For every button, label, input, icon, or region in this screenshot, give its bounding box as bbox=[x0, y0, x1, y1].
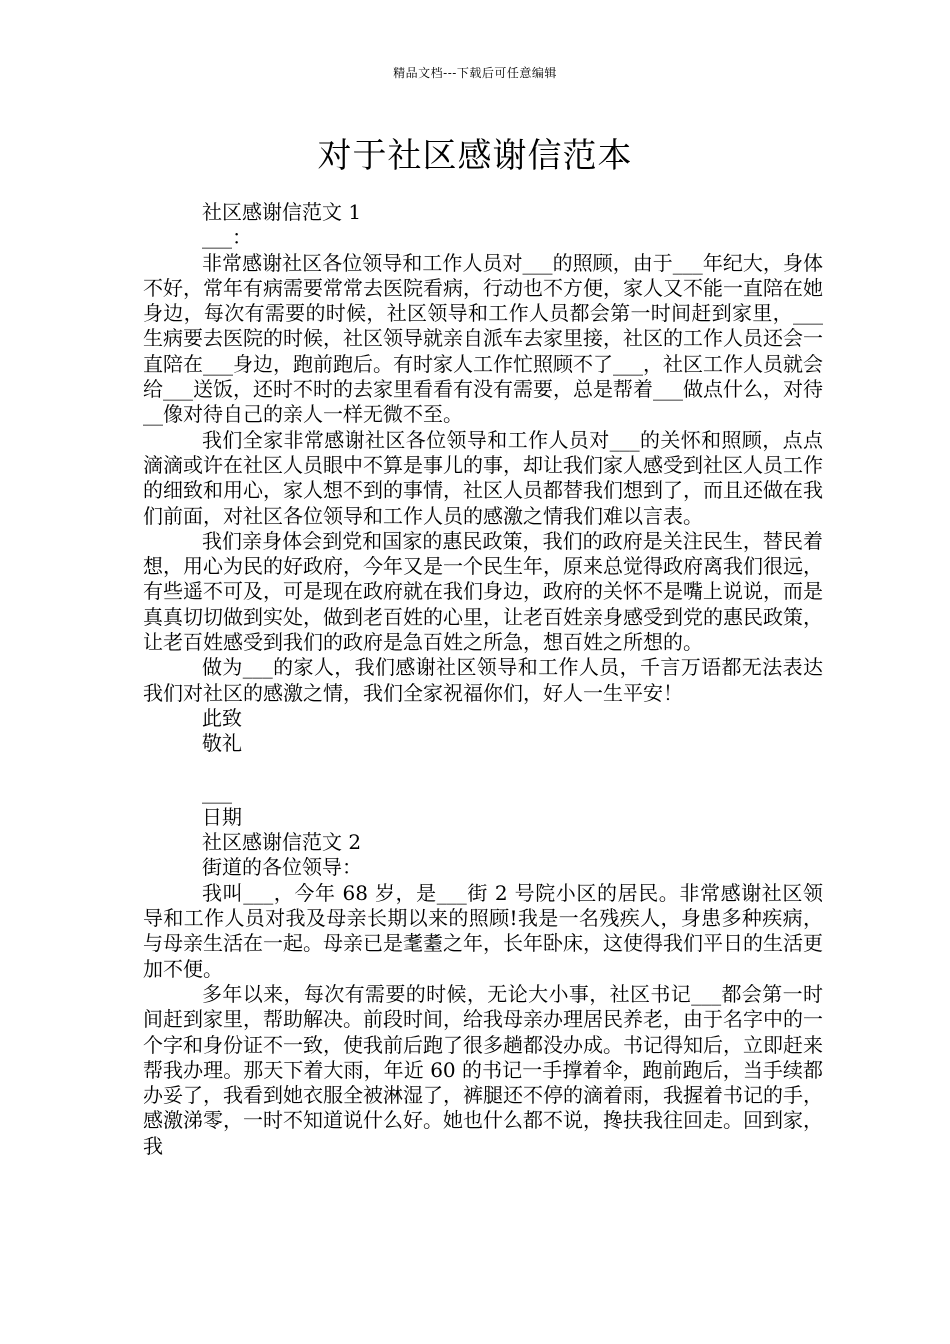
letter1-date: 日期 bbox=[202, 804, 242, 829]
letter1-paragraph: 我们全家非常感谢社区各位领导和工作人员对___的关怀和照顾，点点滴滴或许在社区人员眼中不算是事儿的事，却让我们家人感受到社区人员工作的细致和用心，家人想不到的事情，社区人员都替我们想到了，而且还做在我们前面，对社区各位领导和工作人员的感激之情我们难以言表。 bbox=[143, 427, 823, 528]
letter1-closing-2: 敬礼 bbox=[202, 731, 242, 756]
header-note: 精品文档---下载后可任意编辑 bbox=[393, 66, 557, 80]
letter2-paragraph: 多年以来，每次有需要的时候，无论大小事，社区书记___都会第一时间赶到家里，帮助解决。前段时间，给我母亲办理居民养老，由于名字中的一个字和身份证不一致，使我前后跑了很多趟都没办成。书记得知后，立即赶来帮我办理。那天下着大雨，年近 60 的书记一手撑着伞，跑前跑后，当手续都办妥了，我看到她衣服全被淋湿了，裤腿还不停的滴着雨，我握着书记的手，感激涕零，一时不知道说什么好。她也什么都不说，搀扶我往回走。回到家，我 bbox=[143, 981, 823, 1158]
letter1-closing-1: 此致 bbox=[202, 705, 242, 730]
document-title: 对于社区感谢信范本 bbox=[317, 136, 633, 176]
letter1-heading: 社区感谢信范文 1 bbox=[202, 200, 362, 224]
letter1-salutation: ___： bbox=[202, 225, 252, 250]
letter1-paragraph: 我们亲身体会到党和国家的惠民政策，我们的政府是关注民生，替民着想，用心为民的好政府，今年又是一个民生年，原来总觉得政府离我们很远，有些遥不可及，可是现在政府就在我们身边，政府的关怀不是嘴上说说，而是真真切切做到实处，做到老百姓的心里，让老百姓亲身感受到党的惠民政策，让老百姓感受到我们的政府是急百姓之所急，想百姓之所想的。 bbox=[143, 528, 823, 655]
letter2-salutation: 街道的各位领导： bbox=[202, 855, 362, 880]
letter1-signature-blank: ___ bbox=[202, 779, 232, 804]
letter1-paragraph: 做为___的家人，我们感谢社区领导和工作人员，千言万语都无法表达我们对社区的感激之情，我们全家祝福你们，好人一生平安！ bbox=[143, 655, 823, 705]
letter1-paragraph: 非常感谢社区各位领导和工作人员对___的照顾，由于___年纪大，身体不好，常年有病需要常常去医院看病，行动也不方便，家人又不能一直陪在她身边，每次有需要的时候，社区领导和工作人员都会第一时间赶到家里，___生病要去医院的时候，社区领导就亲自派车去家里接，社区的工作人员还会一直陪在___身边，跑前跑后。有时家人工作忙照顾不了___，社区工作人员就会给___送饭，还时不时的去家里看看有没有需要，总是帮着___做点什么，对待__像对待自己的亲人一样无微不至。 bbox=[143, 250, 823, 427]
letter2-heading: 社区感谢信范文 2 bbox=[202, 830, 362, 855]
letter1-signature bbox=[143, 757, 823, 780]
letter2-paragraph: 我叫___，今年 68 岁，是___街 2 号院小区的居民。非常感谢社区领导和工作人员对我及母亲长期以来的照顾!我是一名残疾人，身患多种疾病，与母亲生活在一起。母亲已是耄耋之年，长年卧床，这使得我们平日的生活更加不便。 bbox=[143, 880, 823, 981]
document-body bbox=[143, 200, 823, 1159]
